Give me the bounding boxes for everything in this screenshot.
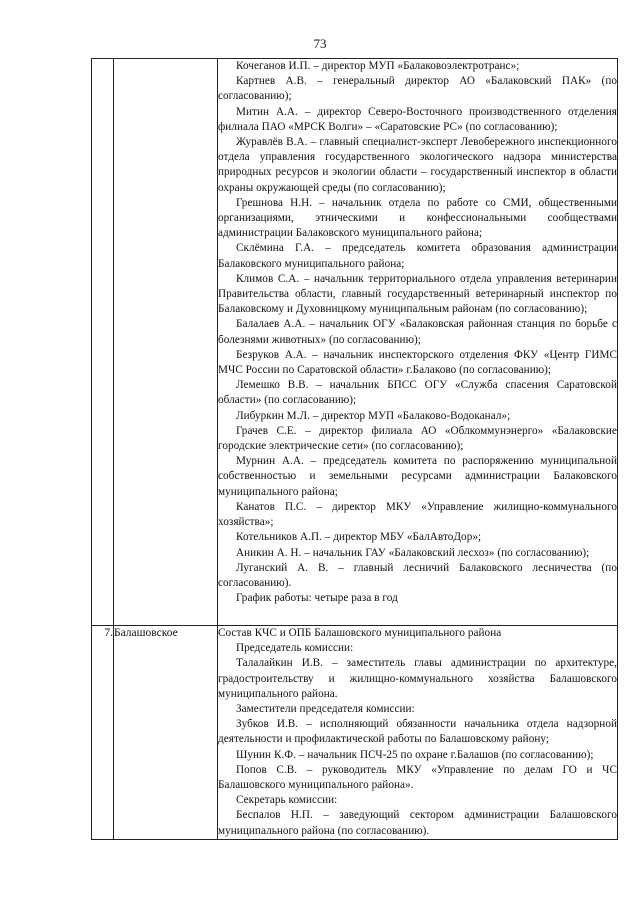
- members-cell: [218, 59, 618, 626]
- commission-table: [91, 58, 618, 840]
- row-number: 7.: [92, 626, 114, 840]
- member-entry: Журавлёв В.А. – главный специалист-эксперт Левобережного инспекционного отдела управления государственного экологического надзора министерства природных ресурсов и экологии области – государственный инспектор в области охраны окружающей среды (по согласованию);: [218, 136, 617, 194]
- district-name: [114, 59, 218, 626]
- role-heading: Заместители председателя комиссии:: [236, 703, 415, 716]
- table-row: [92, 626, 618, 840]
- members-cell: [218, 626, 618, 840]
- row-number: [92, 59, 114, 626]
- member-entry: Кочеганов И.П. – директор МУП «Балаковоэлектротранс»;: [236, 60, 520, 72]
- member-entry: Лемешко В.В. – начальник БПСС ОГУ «Служба спасения Саратовской области» (по согласованию);: [218, 379, 617, 407]
- role-heading: Председатель комиссии:: [236, 642, 354, 655]
- member-entry: Митин А.А. – директор Северо-Восточного производственного отделения филиала ПАО «МРСК Волги» – «Саратовские РС» (по согласованию);: [218, 105, 617, 133]
- member-entry: Картнев А.В. – генеральный директор АО «Балаковский ПАК» (по согласованию);: [218, 75, 617, 103]
- member-entry: Зубков И.В. – исполняющий обязанности начальника отдела надзорной деятельности и профилактической работы по Балашовскому району;: [218, 718, 617, 746]
- section-heading: Состав КЧС и ОПБ Балашовского муниципального района: [218, 627, 502, 639]
- member-entry: Луганский А. В. – главный лесничий Балаковского лесничества (по согласованию).: [218, 561, 617, 589]
- member-entry: Безруков А.А. – начальник инспекторского отделения ФКУ «Центр ГИМС МЧС России по Саратовской области» г.Балаково (по согласованию);: [218, 348, 617, 377]
- district-name: Балашовское: [114, 626, 218, 840]
- member-entry: Канатов П.С. – директор МКУ «Управление жилищно-коммунального хозяйства»;: [218, 500, 617, 529]
- member-entry: Балалаев А.А. – начальник ОГУ «Балаковская районная станция по борьбе с болезнями животных» (по согласованию);: [218, 318, 617, 346]
- member-entry: Склёмина Г.А. – председатель комитета образования администрации Балаковского муниципального района;: [218, 242, 617, 270]
- table-row: [92, 59, 618, 626]
- page-number: 73: [313, 36, 327, 51]
- member-entry: Беспалов Н.П. – заведующий сектором администрации Балашовского муниципального района (по согласованию).: [218, 809, 617, 837]
- role-heading: Секретарь комиссии:: [236, 794, 338, 807]
- member-entry: Шунин К.Ф. – начальник ПСЧ-25 по охране г.Балашов (по согласованию);: [236, 748, 594, 761]
- work-schedule: График работы: четыре раза в год: [236, 592, 398, 605]
- member-entry: Либуркин М.Л. – директор МУП «Балаково-Водоканал»;: [236, 409, 511, 422]
- member-entry: Попов С.В. – руководитель МКУ «Управление по делам ГО и ЧС Балашовского муниципального района».: [218, 763, 617, 792]
- member-entry: Грешнова Н.Н. – начальник отдела по работе со СМИ, общественными организациями, этническими и конфессиональными сообществами администрации Балаковского муниципального района;: [218, 196, 617, 240]
- member-entry: Климов С.А. – начальник территориального отдела управления ветеринарии Правительства области, главный государственный ветеринарный инспектор по Балаковскому и Духовницкому муниципальным районам (по согласованию);: [218, 272, 617, 316]
- member-entry: Котельников А.П. – директор МБУ «БалАвтоДор»;: [236, 531, 482, 544]
- member-entry: Талалайкин И.В. – заместитель главы администрации по архитектуре, градостроительству и жилищно-коммунального хозяйства Балашовского муниципального района.: [218, 657, 617, 700]
- member-entry: Аникин А. Н. – начальник ГАУ «Балаковский лесхоз» (по согласованию);: [236, 546, 590, 559]
- member-entry: Мурнин А.А. – председатель комитета по распоряжению муниципальной собственностью и земельными ресурсами администрации Балаковского муниципального района;: [218, 455, 617, 498]
- member-entry: Грачев С.Е. – директор филиала АО «Облкоммунэнерго» «Балаковские городские электрические сети» (по согласованию);: [218, 424, 617, 453]
